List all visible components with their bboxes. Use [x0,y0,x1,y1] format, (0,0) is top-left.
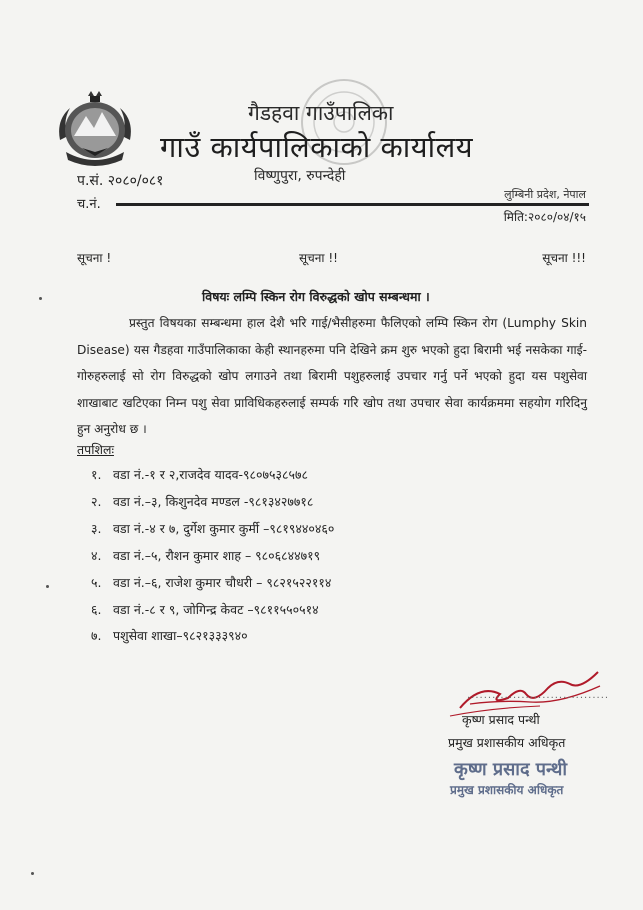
header-divider [116,203,589,206]
nepal-government-emblem-icon [52,90,138,172]
municipality-name: गैडहवा गाउँपालिका [248,101,394,125]
scan-speck [39,297,42,300]
scan-speck [46,585,49,588]
list-item-number: ४. [91,547,102,563]
signature-line: .................................. [467,690,610,701]
details-label: तपशिलः [77,442,114,457]
contact-list [91,462,334,650]
letter-body: प्रस्तुत विषयका सम्बन्धमा हाल देशै भरि गाई/भैसीहरुमा फैलिएको लम्पि स्किन रोग (Lumphy Skin Disease) यस गैडहवा गाउँपालिकाका केही स्थानहरुमा पनि देखिने क्रम शुरु भएको हुदा बिरामी भई नसकेका गाई-गोरुहरुलाई सो रोग विरुद्धको खोप लगाउने तथा बिरामी पशुहरुलाई उपचार गर्नु पर्ने भएको हुदा यस पशुसेवा शाखाबाट खटिएका निम्न पशु सेवा प्राविधिकहरुलाई सम्पर्क गरि खोप तथा उपचार सेवा कार्यक्रममा सहयोग गरिदिनु हुन अनुरोध छ । [77,316,587,437]
reference-number: प.सं. २०८०/०८१ [77,173,164,189]
notice-label-1: सूचना ! [77,251,112,265]
list-item-number: ७. [91,628,102,644]
list-item [91,597,334,624]
list-item-number: २. [91,493,102,509]
list-item-number: ६. [91,601,102,617]
list-item-text: वडा नं.–५, रौशन कुमार शाह – ९८०६८४४७१९ [112,547,321,563]
list-item-number: १. [91,467,102,482]
province-label: लुम्बिनी प्रदेश, नेपाल [504,188,586,201]
list-item [91,543,334,570]
title-stamp: प्रमुख प्रशासकीय अधिकृत [450,783,564,797]
letter-subject: विषयः लम्पि स्किन रोग विरुद्धको खोप सम्बन्धमा । [202,289,430,304]
list-item-text: वडा नं.-४ र ७, दुर्गेश कुमार कुर्मी –९८१९४४०४६० [112,520,335,536]
notice-label-2: सूचना !! [299,251,338,265]
office-name: गाउँ कार्यपालिकाको कार्यालय [160,130,474,164]
list-item-number: ५. [91,574,102,590]
list-item-text: पशुसेवा शाखा–९८२१३३३९४० [112,628,248,644]
list-item-text: वडा नं.–६, राजेश कुमार चौधरी – ९८२१५२२११४ [112,574,332,590]
list-item [91,462,334,489]
list-item [91,623,334,650]
office-address: विष्णुपुरा, रुपन्देही [254,168,346,184]
dispatch-number: च.नं. [77,197,101,212]
scan-speck [31,872,34,875]
list-item-text: वडा नं.–३, किशुनदेव मण्डल -९८१३४२७७१८ [112,493,314,509]
letter-date: मिति:२०८०/०४/१५ [503,210,586,224]
list-item [91,570,334,597]
list-item-number: ३. [91,520,102,536]
signatory-title: प्रमुख प्रशासकीय अधिकृत [448,735,566,750]
list-item [91,516,334,543]
list-item [91,489,334,516]
notice-label-3: सूचना !!! [542,251,586,265]
list-item-text: वडा नं.-८ र ९, जोगिन्द्र केवट –९८११५५०५१४ [112,601,319,617]
signatory-name: कृष्ण प्रसाद पन्थी [462,712,540,727]
name-stamp: कृष्ण प्रसाद पन्थी [454,759,567,780]
list-item-text: वडा नं.-१ र २,राजदेव यादव-९८०७५३८५७८ [112,467,309,482]
